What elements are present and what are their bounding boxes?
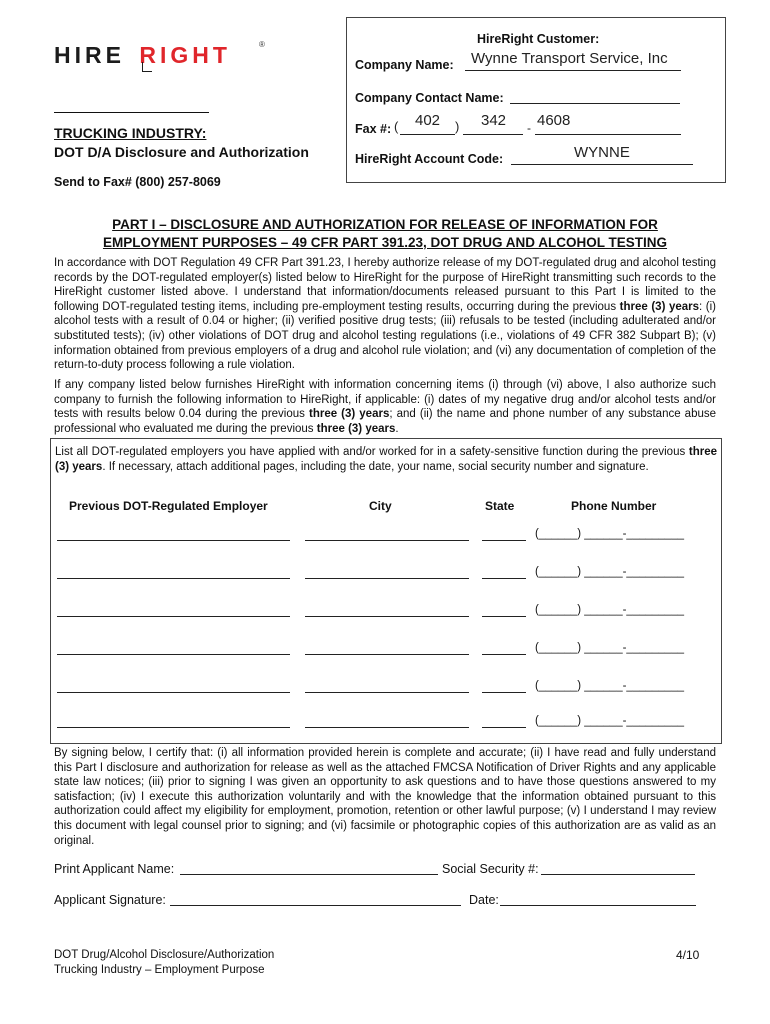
customer-info-box (346, 17, 726, 183)
col-header-employer: Previous DOT-Regulated Employer (69, 499, 268, 513)
city-line-5[interactable] (305, 692, 469, 693)
ssn-label: Social Security #: (442, 862, 539, 876)
employer-line-3[interactable] (57, 616, 290, 617)
employer-list-instructions (55, 445, 717, 475)
account-code-value[interactable]: WYNNE (574, 144, 630, 161)
para2-bold-1: three (3) years (308, 408, 390, 421)
fax-prefix-line (463, 134, 523, 135)
disclosure-paragraph (54, 256, 716, 373)
employer-line-4[interactable] (57, 654, 290, 655)
industry-subtitle: DOT D/A Disclosure and Authorization (54, 144, 309, 160)
company-name-value[interactable]: Wynne Transport Service, Inc (471, 50, 668, 67)
list-intro-c: . If necessary, attach additional pages, including the date, your name, social security number and signature. (102, 461, 649, 473)
send-to-fax: Send to Fax# (800) 257-8069 (54, 175, 221, 189)
account-code-line (511, 164, 693, 165)
certification-paragraph: By signing below, I certify that: (i) all information provided herein is complete and accurate; (ii) I have read and fully understand this Part I disclosure and authorization for release as well as the attached FMCSA Notification of Driver Rights and any applicable state law notices; (iii) prior to signing I was given an opportunity to ask questions and to have those questions answered to my satisfaction; (iv) I execute this authorization voluntarily and with the knowledge that the information obtained pursuant to this authorization could affect my eligibility for employment, promotion, retention or other lawful purpose; (v) I understand I may review this document with legal counsel prior to signing; and (vi) facsimile or photographic copies of this authorization are as valid as an original. (54, 747, 716, 847)
fax-line-line (535, 134, 681, 135)
state-line-4[interactable] (482, 654, 526, 655)
signature-line[interactable] (170, 905, 461, 906)
print-name-label: Print Applicant Name: (54, 862, 175, 876)
state-line-2[interactable] (482, 578, 526, 579)
signature-label: Applicant Signature: (54, 893, 166, 907)
employer-line-5[interactable] (57, 692, 290, 693)
city-line-4[interactable] (305, 654, 469, 655)
contact-name-label: Company Contact Name: (355, 91, 504, 105)
state-line-3[interactable] (482, 616, 526, 617)
footer-line1: DOT Drug/Alcohol Disclosure/Authorization (54, 949, 275, 961)
fax-area-line (400, 134, 455, 135)
state-line-1[interactable] (482, 540, 526, 541)
company-name-line (465, 70, 681, 71)
footer-version: 4/10 (676, 948, 700, 962)
fax-line-value[interactable]: 4608 (537, 112, 571, 129)
fax-close-paren: ) (455, 119, 460, 134)
fax-open-paren: ( (394, 119, 399, 134)
para2-text-c: ; and (ii) the name and phone number of any substance abuse professional who evaluated me during the previous (54, 408, 717, 435)
customer-heading: HireRight Customer: (477, 32, 600, 46)
industry-title: TRUCKING INDUSTRY: (54, 125, 207, 141)
company-name-label: Company Name: (355, 58, 454, 72)
date-label: Date: (469, 893, 499, 907)
hireright-logo (54, 42, 274, 74)
fax-dash: - (527, 121, 531, 135)
date-line[interactable] (500, 905, 696, 906)
part-one-title-line1: PART I – DISCLOSURE AND AUTHORIZATION FOR RELEASE OF INFORMATION FOR (112, 217, 658, 232)
col-header-state: State (485, 499, 515, 513)
phone-field-1[interactable]: (______) ______-_________ (535, 528, 684, 540)
phone-field-2[interactable]: (______) ______-_________ (535, 566, 684, 578)
state-line-6[interactable] (482, 727, 526, 728)
print-name-line[interactable] (180, 874, 438, 875)
industry-rule (54, 112, 209, 113)
fax-area-value[interactable]: 402 (415, 112, 441, 129)
employer-line-1[interactable] (57, 540, 290, 541)
account-code-label: HireRight Account Code: (355, 152, 504, 166)
print-name-row (54, 862, 174, 876)
phone-field-5[interactable]: (______) ______-_________ (535, 680, 684, 692)
fax-prefix-value[interactable]: 342 (481, 112, 507, 129)
city-line-6[interactable] (305, 727, 469, 728)
state-line-5[interactable] (482, 692, 526, 693)
employer-line-6[interactable] (57, 727, 290, 728)
employer-line-2[interactable] (57, 578, 290, 579)
footer-line2: Trucking Industry – Employment Purpose (54, 964, 265, 976)
phone-field-4[interactable]: (______) ______-_________ (535, 642, 684, 654)
para2-text-e: . (395, 422, 399, 435)
para1-bold: three (3) years (619, 300, 700, 313)
city-line-3[interactable] (305, 616, 469, 617)
para1-text-a: In accordance with DOT Regulation 49 CFR Part 391.23, I hereby authorize release of my DOT-regulated drug and alcohol testing records by the DOT-regulated employer(s) listed below to HireRight for the purpose of HireRight transmitting such records to the HireRight customer listed above. I understand that information/documents released pursuant to this Part I is limited to the following DOT-regulated testing items, including pre-employment testing results, occurring during the previous (54, 257, 716, 313)
list-intro-bold: three (3) years (55, 446, 718, 473)
logo-word-hire: HIRE (54, 42, 125, 68)
col-header-city: City (369, 499, 392, 513)
para2-text-a: If any company listed below furnishes HireRight with information concerning items (i) through (vi) above, I also authorize such company to furnish the following information to HireRight, if applicable: (i) dates of my negative drug and/or alcohol tests and/or tests with results below 0.04 during the previous (54, 379, 716, 421)
contact-name-line[interactable] (510, 103, 680, 104)
employer-list-box (50, 438, 722, 744)
col-header-phone: Phone Number (571, 499, 657, 513)
para1-text-c: : (i) alcohol tests with a result of 0.04 or higher; (ii) verified positive drug tests; (iii) refusals to be tested (including adulterated and/or substituted tests); (iv) other violations of DOT drug and alcohol testing regulations (i.e., violations of 49 CFR 382 Subpart B); (v) information obtained from previous employers of a drug and alcohol rule violation; and (vi) any documentation of completion of the return-to-duty process following a rule violation. (54, 300, 717, 372)
fax-label: Fax #: (355, 122, 392, 136)
logo-bracket (142, 62, 152, 72)
list-intro-a: List all DOT-regulated employers you have applied with and/or worked for in a safety-sensitive function during the previous (55, 446, 686, 458)
industry-heading (54, 124, 309, 162)
city-line-1[interactable] (305, 540, 469, 541)
part-one-title-line2: EMPLOYMENT PURPOSES – 49 CFR PART 391.23, DOT DRUG AND ALCOHOL TESTING (102, 235, 668, 250)
logo-word-right: RIGHT (139, 42, 231, 68)
para2-bold-2: three (3) years (316, 422, 396, 435)
part-one-title (54, 216, 716, 252)
city-line-2[interactable] (305, 578, 469, 579)
ssn-line[interactable] (541, 874, 695, 875)
footer-left (54, 948, 274, 978)
registered-mark: ® (259, 40, 265, 49)
phone-field-6[interactable]: (______) ______-_________ (535, 715, 684, 727)
authorization-paragraph (54, 378, 716, 436)
phone-field-3[interactable]: (______) ______-_________ (535, 604, 684, 616)
